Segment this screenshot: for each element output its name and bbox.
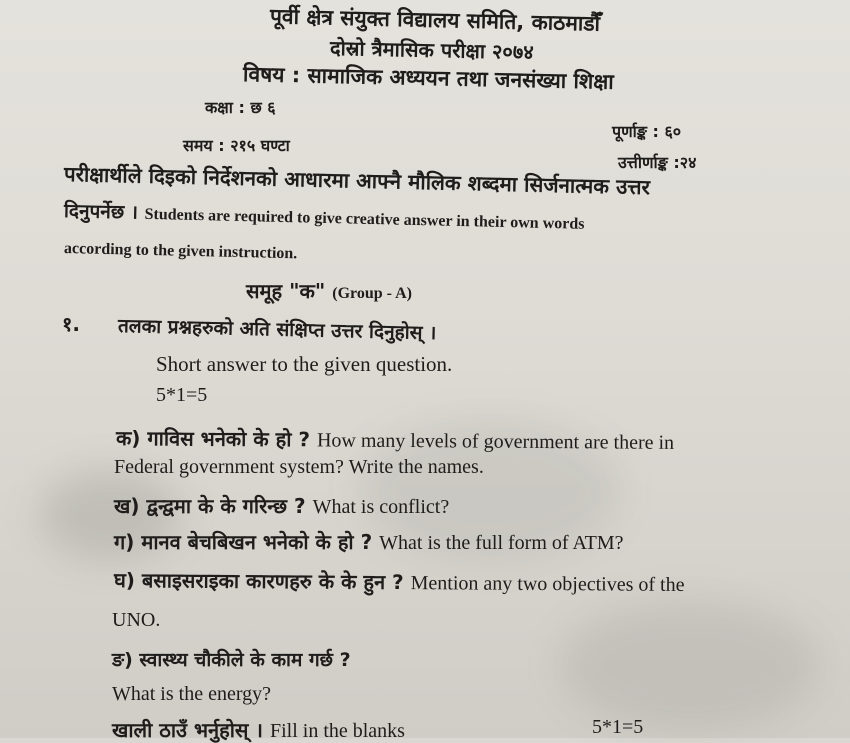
- subject-line: विषय : सामाजिक अध्ययन तथा जनसंख्या शिक्षा: [242, 62, 615, 94]
- item-gha-english: Mention any two objectives of the: [410, 572, 685, 596]
- q1-item-gha-cont: UNO.: [112, 609, 161, 631]
- q1-marks: 5*1=5: [156, 384, 208, 406]
- q2-nepali: खाली ठाउँ भर्नुहोस् ।: [112, 718, 263, 742]
- instruction-line-2: [64, 197, 585, 235]
- q2-marks: 5*1=5: [592, 716, 644, 738]
- item-ga-nepali: ग) मानव बेचबिखन भनेको के हो ?: [114, 530, 373, 554]
- q1-item-ka: [116, 424, 674, 455]
- instruction-english-1: Students are required to give creative answer in their own words: [144, 205, 585, 233]
- q1-item-nga-cont: What is the energy?: [112, 683, 272, 705]
- group-english: (Group - A): [332, 285, 412, 302]
- q1-item-nga: ङ) स्वास्थ्य चौकीले के काम गर्छ ?: [112, 649, 351, 671]
- item-ka-english: How many levels of government are there in: [316, 429, 675, 454]
- pass-marks: उत्तीर्णाङ्क :२४: [618, 153, 697, 172]
- item-ga-english: What is the full form of ATM?: [379, 532, 624, 554]
- exam-title: दोस्रो त्रैमासिक परीक्षा २०७४: [329, 35, 534, 65]
- instruction-nepali-1: परीक्षार्थीले दिइको निर्देशनको आधारमा आफ्नै मौलिक शब्दमा सिर्जनात्मक उत्तर: [63, 162, 651, 200]
- item-kha-english: What is conflict?: [312, 496, 450, 518]
- class-label: कक्षा : छ ६: [205, 98, 276, 117]
- item-gha-nepali: घ) बसाइसराइका कारणहरु के के हुन ?: [113, 568, 404, 595]
- item-kha-nepali: ख) द्वन्द्वमा के के गरिन्छ ?: [114, 494, 306, 518]
- item-ka-nepali: क) गाविस भनेको के हो ?: [115, 426, 311, 452]
- q1-item-kha: [114, 492, 449, 519]
- school-name: पूर्वी क्षेत्र संयुक्त विद्यालय समिति, काठमाडौँ: [269, 4, 601, 36]
- time-label: समय : २१५ घण्टा: [183, 136, 290, 155]
- q1-item-ga: [114, 528, 624, 555]
- instruction-english-2: according to the given instruction.: [63, 240, 298, 263]
- instruction-nepali-2: दिनुपर्नेछ ।: [63, 200, 139, 224]
- q1-english: Short answer to the given question.: [156, 352, 453, 376]
- q2-line: [112, 716, 405, 743]
- full-marks: पूर्णाङ्क : ६०: [612, 122, 682, 141]
- q1-item-gha: [114, 566, 685, 597]
- group-heading: [246, 277, 412, 304]
- q1-item-ka-cont: Federal government system? Write the names.: [114, 456, 484, 478]
- q1-number: १.: [62, 312, 80, 336]
- q2-english: Fill in the blanks: [269, 720, 405, 742]
- group-nepali: समूह "क": [246, 279, 326, 303]
- q1-nepali: तलका प्रश्नहरुको अति संक्षिप्त उत्तर दिनुहोस् ।: [117, 315, 437, 345]
